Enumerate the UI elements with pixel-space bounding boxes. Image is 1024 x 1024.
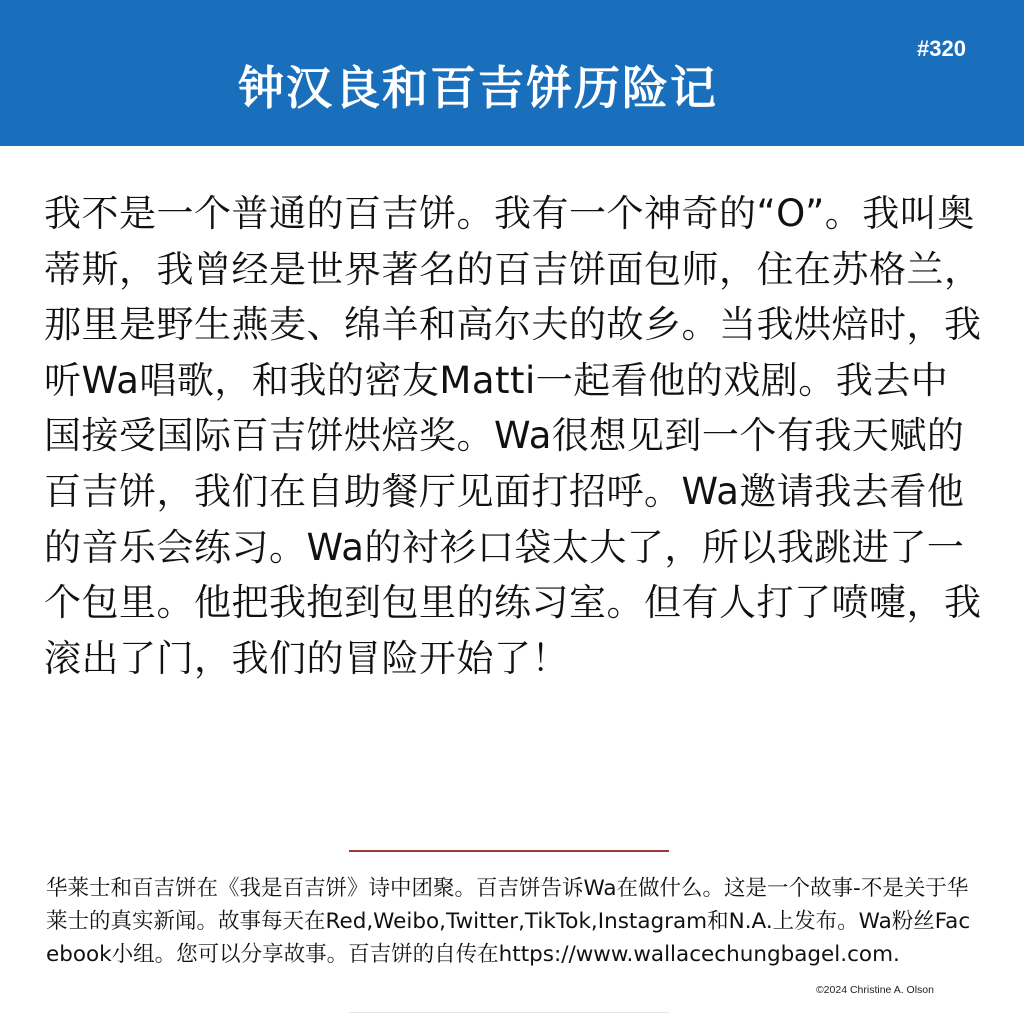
divider-line [349,850,669,852]
story-text: 我不是一个普通的百吉饼。我有一个神奇的“O”。我叫奥蒂斯，我曾经是世界著名的百吉饼面包师，住在苏格兰，那里是野生燕麦、绵羊和高尔夫的故乡。当我烘焙时，我听Wa唱歌，和我的密友Matti一起看他的戏剧。我去中国接受国际百吉饼烘焙奖。Wa很想见到一个有我天赋的百吉饼，我们在自助餐厅见面打招呼。Wa邀请我去看他的音乐会练习。Wa的衬衫口袋太大了，所以我跳进了一个包里。他把我抱到包里的练习室。但有人打了喷嚏，我滚出了门，我们的冒险开始了！ [44,192,982,680]
episode-number: #320 [917,36,966,61]
bottom-divider [349,1012,669,1013]
footer-note: 华莱士和百吉饼在《我是百吉饼》诗中团聚。百吉饼告诉Wa在做什么。这是一个故事-不是关于华莱士的真实新闻。故事每天在Red,Weibo,Twitter,TikTok,Instagram和N.A.上发布。Wa粉丝Facebook小组。您可以分享故事。百吉饼的自传在https://www.wallacechungbagel.com. [46,876,971,967]
page-title: 钟汉良和百吉饼历险记 [238,61,718,115]
header-banner [0,0,1024,146]
copyright-text: ©2024 Christine A. Olson [815,984,934,996]
